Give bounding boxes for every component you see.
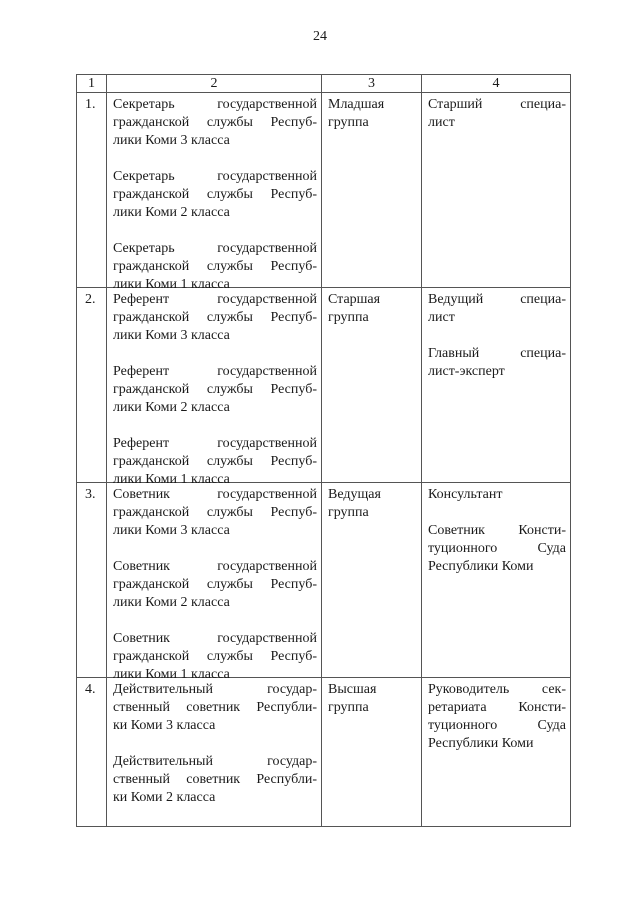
text-line: лики Коми 3 класса (113, 133, 230, 148)
class-rank (113, 681, 317, 735)
text-line: ственный советник Республи- (113, 700, 317, 715)
text-line: Высшая (328, 682, 377, 697)
text-line: Старшая (328, 292, 381, 307)
table-row (77, 288, 571, 483)
header-col-4: 4 (422, 75, 571, 93)
class-rank (113, 96, 317, 150)
position-title (428, 486, 566, 504)
text-line: Советник государственной (113, 559, 317, 574)
row-number: 2. (77, 288, 107, 483)
text-line: Секретарь государственной (113, 97, 317, 112)
position-cell (422, 483, 571, 678)
text-line: группа (328, 505, 369, 520)
text-line: Ведущая (328, 487, 381, 502)
text-line: Действительный государ- (113, 754, 317, 769)
group-cell (322, 678, 422, 827)
text-line: ки Коми 2 класса (113, 790, 216, 805)
table-row (77, 93, 571, 288)
text-line: Референт государственной (113, 436, 317, 451)
row-number: 4. (77, 678, 107, 827)
text-line: гражданской службы Респуб- (113, 187, 317, 202)
text-line: лики Коми 3 класса (113, 328, 230, 343)
header-col-1: 1 (77, 75, 107, 93)
class-rank (113, 435, 317, 489)
class-rank (113, 753, 317, 807)
table-row (77, 678, 571, 827)
header-col-3: 3 (322, 75, 422, 93)
position-group (328, 681, 417, 717)
row-number: 1. (77, 93, 107, 288)
class-rank (113, 363, 317, 417)
text-line: Ведущий специа- (428, 292, 566, 307)
group-cell (322, 288, 422, 483)
text-line: лики Коми 2 класса (113, 400, 230, 415)
position-group (328, 291, 417, 327)
text-line: гражданской службы Респуб- (113, 115, 317, 130)
text-line: Советник государственной (113, 487, 317, 502)
position-cell (422, 93, 571, 288)
text-line: лики Коми 1 класса (113, 472, 230, 487)
rank-cell (107, 678, 322, 827)
position-cell (422, 678, 571, 827)
text-line: группа (328, 700, 369, 715)
class-rank (113, 168, 317, 222)
position-title (428, 291, 566, 327)
text-line: гражданской службы Респуб- (113, 259, 317, 274)
class-rank (113, 486, 317, 540)
text-line: туционного Суда (428, 718, 566, 733)
position-group (328, 486, 417, 522)
text-line: туционного Суда (428, 541, 566, 556)
group-cell (322, 483, 422, 678)
class-rank (113, 630, 317, 684)
text-line: лики Коми 2 класса (113, 595, 230, 610)
class-rank (113, 291, 317, 345)
text-line: ретариата Консти- (428, 700, 566, 715)
class-rank (113, 558, 317, 612)
text-line: лист-эксперт (428, 364, 505, 379)
text-line: группа (328, 310, 369, 325)
text-line: гражданской службы Респуб- (113, 649, 317, 664)
text-line: Секретарь государственной (113, 241, 317, 256)
text-line: лики Коми 1 класса (113, 277, 230, 292)
position-title (428, 96, 566, 132)
position-title (428, 681, 566, 753)
text-line: гражданской службы Респуб- (113, 310, 317, 325)
text-line: Руководитель сек- (428, 682, 566, 697)
text-line: группа (328, 115, 369, 130)
text-line: ки Коми 3 класса (113, 718, 216, 733)
rank-cell (107, 483, 322, 682)
position-title (428, 522, 566, 576)
page-number: 24 (313, 29, 327, 44)
text-line: Секретарь государственной (113, 169, 317, 184)
text-line: ственный советник Республи- (113, 772, 317, 787)
table-header-row (77, 75, 571, 93)
text-line: Старший специа- (428, 97, 566, 112)
text-line: Консультант (428, 487, 503, 502)
position-group (328, 96, 417, 132)
text-line: гражданской службы Респуб- (113, 577, 317, 592)
text-line: Советник государственной (113, 631, 317, 646)
text-line: Республики Коми (428, 736, 534, 751)
position-cell (422, 288, 571, 483)
text-line: лист (428, 115, 455, 130)
text-line: гражданской службы Респуб- (113, 382, 317, 397)
text-line: лики Коми 3 класса (113, 523, 230, 538)
text-line: Референт государственной (113, 364, 317, 379)
text-line: Референт государственной (113, 292, 317, 307)
text-line: Республики Коми (428, 559, 534, 574)
rank-cell (107, 288, 322, 487)
text-line: гражданской службы Респуб- (113, 454, 317, 469)
rank-table (76, 74, 571, 827)
text-line: лист (428, 310, 455, 325)
header-col-2: 2 (107, 75, 322, 93)
group-cell (322, 93, 422, 288)
class-rank (113, 240, 317, 294)
text-line: Главный специа- (428, 346, 566, 361)
position-title (428, 345, 566, 381)
table-row (77, 483, 571, 678)
text-line: лики Коми 1 класса (113, 667, 230, 682)
text-line: Советник Консти- (428, 523, 566, 538)
text-line: Действительный государ- (113, 682, 317, 697)
row-number: 3. (77, 483, 107, 678)
text-line: гражданской службы Респуб- (113, 505, 317, 520)
rank-cell (107, 93, 322, 292)
text-line: Младшая (328, 97, 385, 112)
text-line: лики Коми 2 класса (113, 205, 230, 220)
